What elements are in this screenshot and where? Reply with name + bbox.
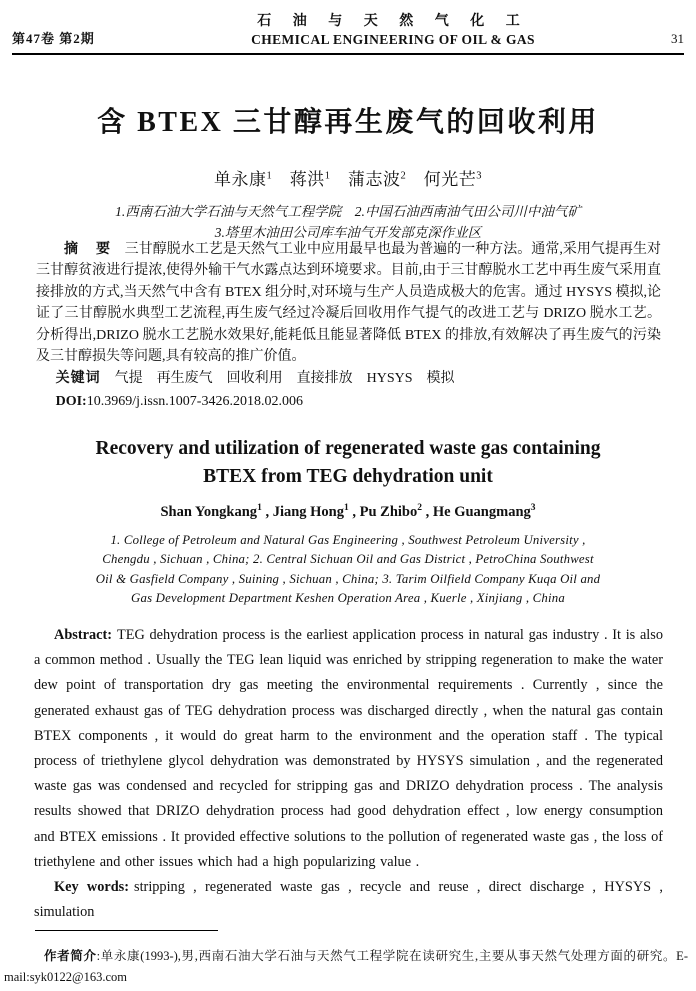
keywords-text-en: stripping , regenerated waste gas , recycle and reuse , direct discharge , HYSYS , simulation (34, 879, 663, 921)
author-separator: , (422, 503, 433, 520)
author-affiliation-sup: 3 (530, 503, 536, 513)
author-bio (4, 946, 688, 988)
author-affiliation-sup: 1 (324, 170, 331, 182)
affiliations-cn (0, 201, 696, 243)
author-cn: 蒲志波$^2$ (348, 170, 424, 189)
author-separator: , (348, 503, 360, 520)
author-affiliation-sup: 1 (257, 503, 262, 513)
affiliation-line: Oil & Gasfield Company , Suining , Sichuan , China; 3. Tarim Oilfield Company Kuqa Oil and (95, 571, 601, 586)
header-row (12, 10, 684, 48)
author-affiliation-sup: 2 (417, 503, 422, 513)
doi-value: 10.3969/j.issn.1007-3426.2018.02.006 (86, 393, 303, 409)
article-title-en-line2: BTEX from TEG dehydration unit (203, 465, 493, 487)
keywords-label-cn: 关键词 (55, 371, 101, 387)
keywords-line-cn (36, 368, 661, 389)
author-en: He Guangmang$^3$ (432, 503, 536, 520)
author-cn: 单永康$^1$ (214, 170, 290, 189)
doi-line (36, 391, 661, 412)
header-rule (12, 53, 684, 55)
abstract-paragraph-en (34, 623, 663, 875)
author-separator (331, 170, 349, 189)
abstract-paragraph-cn (36, 239, 661, 367)
author-affiliation-sup: 1 (344, 503, 349, 513)
abstract-block-cn (36, 239, 661, 412)
article-title-en (0, 435, 696, 490)
author-separator (272, 170, 290, 189)
author-affiliation-sup: 3 (476, 170, 482, 182)
author-bio-label: 作者简介 (44, 949, 97, 963)
author-separator (406, 170, 424, 189)
affiliation-line: 3.塔里木油田公司库车油气开发部克深作业区 (214, 225, 482, 240)
journal-title-cn: 石 油 与 天 然 气 化 工 (257, 14, 529, 29)
keywords-label-en: Key words: (54, 879, 130, 896)
footnote-rule (35, 930, 218, 931)
author-en: Pu Zhibo$^2$ , (359, 503, 433, 520)
affiliation-line: 1. College of Petroleum and Natural Gas Engineering , Southwest Petroleum University , (110, 532, 586, 547)
article-title-cn: 含 BTEX 三甘醇再生废气的回收利用 (97, 107, 599, 138)
affiliations-en (0, 531, 696, 609)
page-header (12, 10, 684, 55)
article-title-en-line1: Recovery and utilization of regenerated waste gas containing (95, 438, 601, 459)
authors-cn (0, 165, 696, 190)
author-bio-text: :单永康(1993-),男,西南石油大学石油与天然气工程学院在读研究生,主要从事天然气处理方面的研究。E-mail:syk0122@163.com (4, 949, 688, 984)
page-number: 31 (671, 31, 684, 46)
author-separator: , (261, 503, 273, 520)
author-affiliation-sup: 1 (266, 170, 273, 182)
abstract-text-cn: 三甘醇脱水工艺是天然气工业中应用最早也最为普遍的一种方法。通常,采用气提再生对三甘醇贫液进行提浓,使得外输干气水露点达到环境要求。目前,由于三甘醇脱水工艺中再生废气采用直接排放的方式,当天然气中含有 BTEX 组分时,对环境与生产人员造成极大的危害。通过 HYSYS 模拟,论证了三甘醇脱水典型工艺流程,再生废气经过冷凝后回收用作气提气的改进工艺与 DRIZO 脱水工艺。分析得出,DRIZO 脱水工艺脱水效果好,能耗低且能显著降低 BTEX 的排放,有效解决了再生废气的污染及三甘醇损失等问题,具有较高的推广价值。 (36, 242, 662, 365)
keywords-line-en (34, 875, 663, 925)
journal-title-en: CHEMICAL ENGINEERING OF OIL & GAS (251, 32, 535, 47)
abstract-block-en (34, 623, 663, 925)
affiliation-line: 1.西南石油大学石油与天然气工程学院 2.中国石油西南油气田公司川中油气矿 (115, 204, 581, 219)
footnote-block (0, 930, 696, 988)
author-cn: 蒋洪$^1$ (290, 170, 348, 189)
abstract-text-en: TEG dehydration process is the earliest application process in natural gas industry . It is also a common method . Usually the TEG lean liquid was enriched by stripping regeneration to make the water dew point of transportation dry gas meeting the environmental requirements . Currently , since the generated exhaust gas of TEG dehydration process was discharged directly , when the natural gas contain BTEX components , it would do great harm to the environment and the operation staff . The typical process of triethylene glycol dehydration was demonstrated by HYSYS simulation , and the regenerated waste gas was condensed and recycled for stripping gas and DRIZO dehydration process . The analysis results showed that DRIZO dehydration process had good dehydration effect , low energy consumption and BTEX emissions . It provided effective solutions to the pollution of regenerated waste gas , the loss of triethylene and other issues which had a high popularizing value . (34, 627, 663, 870)
journal-title-block (162, 10, 624, 48)
authors-en (0, 503, 696, 521)
affiliation-line: Gas Development Department Keshen Operation Area , Kuerle , Xinjiang , China (131, 591, 565, 606)
title-block-cn (0, 100, 696, 243)
abstract-label-cn: 摘 要 (64, 242, 113, 257)
author-en: Jiang Hong$^1$ , (272, 503, 360, 520)
abstract-label-en: Abstract: (54, 627, 112, 643)
affiliation-line: Chengdu , Sichuan , China; 2. Central Sichuan Oil and Gas District , PetroChina Southwest (102, 552, 594, 567)
author-affiliation-sup: 2 (400, 170, 407, 182)
keywords-text-cn: 气提 再生废气 回收利用 直接排放 HYSYS 模拟 (114, 371, 455, 387)
author-en: Shan Yongkang$^1$ , (160, 503, 273, 520)
issue-info: 第47卷 第2期 (12, 31, 95, 46)
title-block-en (0, 435, 696, 609)
author-cn: 何光芒$^3$ (423, 170, 482, 189)
doi-label: DOI: (55, 393, 87, 409)
